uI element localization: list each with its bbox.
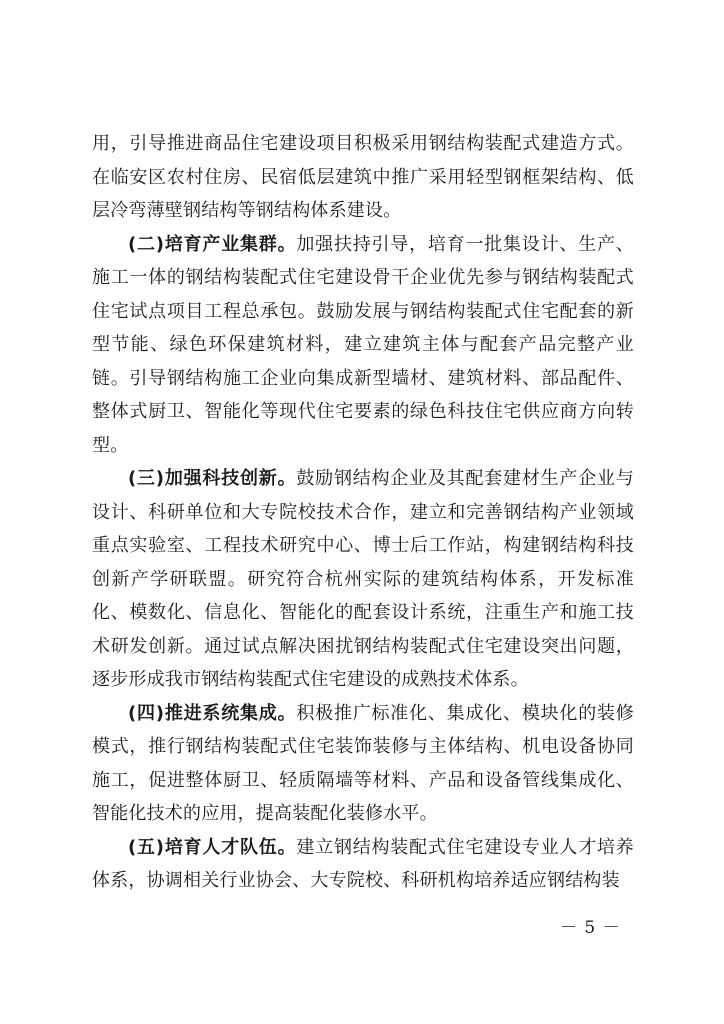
- paragraph-text: 鼓励钢结构企业及其配套建材生产企业与设计、科研单位和大专院校技术合作，建立和完善钢结构产业领域重点实验室、工程技术研究中心、博士后工作站，构建钢结构科技创新产学研联盟。研究符合杭州实际的建筑结构体系，开发标准化、模数化、信息化、智能化的配套设计系统，注重生产和施工技术研发创新。通过试点解决困扰钢结构装配式住宅建设突出问题，逐步形成我市钢结构装配式住宅建设的成熟技术体系。: [92, 468, 634, 690]
- section-heading: (四)推进系统集成。: [128, 702, 297, 724]
- paragraph-talent-team: [92, 831, 634, 898]
- document-body: [92, 127, 634, 898]
- section-heading: (五)培育人才队伍。: [128, 836, 297, 858]
- page-number: － 5 －: [560, 918, 621, 938]
- paragraph-tech-innovation: [92, 462, 634, 697]
- paragraph-text: 加强扶持引导，培育一批集设计、生产、施工一体的钢结构装配式住宅建设骨干企业优先参与钢结构装配式住宅试点项目工程总承包。鼓励发展与钢结构装配式住宅配套的新型节能、绿色环保建筑材料，建立建筑主体与配套产品完整产业链。引导钢结构施工企业向集成新型墙材、建筑材料、部品配件、整体式厨卫、智能化等现代住宅要素的绿色科技住宅供应商方向转型。: [92, 233, 634, 456]
- section-heading: (二)培育产业集群。: [128, 233, 297, 255]
- paragraph-system-integration: [92, 697, 634, 831]
- section-heading: (三)加强科技创新。: [128, 468, 297, 489]
- paragraph-industry-cluster: [92, 228, 634, 463]
- paragraph-text: 用，引导推进商品住宅建设项目积极采用钢结构装配式建造方式。在临安区农村住房、民宿低层建筑中推广采用轻型钢框架结构、低层冷弯薄壁钢结构等钢结构体系建设。: [92, 133, 634, 221]
- paragraph-continuation: [92, 127, 634, 228]
- paragraph-text: 建立钢结构装配式住宅建设专业人才培养体系，协调相关行业协会、大专院校、科研机构培养适应钢结构装: [92, 836, 634, 891]
- paragraph-text: 积极推广标准化、集成化、模块化的装修模式，推行钢结构装配式住宅装饰装修与主体结构、机电设备协同施工，促进整体厨卫、轻质隔墙等材料、产品和设备管线集成化、智能化技术的应用，提高装配化装修水平。: [92, 702, 634, 824]
